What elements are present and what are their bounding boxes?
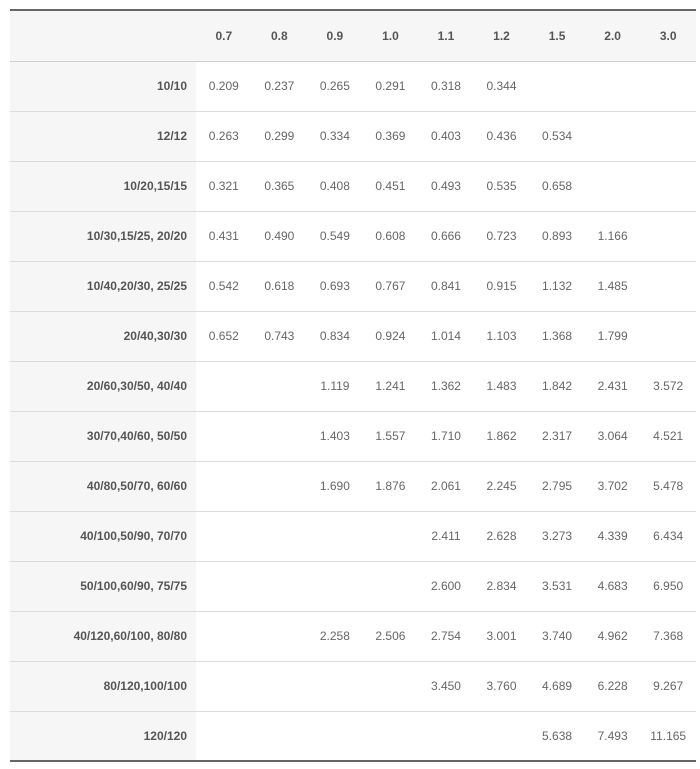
table-row [10, 161, 696, 211]
column-header: 0.9 [307, 10, 363, 61]
table-cell: 2.795 [529, 461, 585, 511]
table-row [10, 411, 696, 461]
table-cell: 5.478 [640, 461, 696, 511]
table-cell [418, 711, 474, 761]
table-cell: 0.321 [196, 161, 252, 211]
row-label: 12/12 [10, 111, 196, 161]
row-label: 50/100,60/90, 75/75 [10, 561, 196, 611]
table-row [10, 261, 696, 311]
table-cell: 4.689 [529, 661, 585, 711]
table-cell: 1.483 [474, 361, 530, 411]
table-cell: 0.265 [307, 61, 363, 111]
row-label: 10/10 [10, 61, 196, 111]
table-cell [363, 661, 419, 711]
table-cell: 1.132 [529, 261, 585, 311]
data-table-container [10, 9, 696, 762]
table-cell [307, 711, 363, 761]
table-cell: 0.693 [307, 261, 363, 311]
column-header: 0.8 [252, 10, 308, 61]
table-cell: 9.267 [640, 661, 696, 711]
table-row [10, 311, 696, 361]
table-cell: 2.258 [307, 611, 363, 661]
table-cell [307, 661, 363, 711]
table-cell [196, 711, 252, 761]
table-cell: 0.365 [252, 161, 308, 211]
table-cell [307, 511, 363, 561]
table-cell: 1.103 [474, 311, 530, 361]
table-cell [640, 211, 696, 261]
table-cell: 2.754 [418, 611, 474, 661]
table-cell: 0.608 [363, 211, 419, 261]
table-cell [196, 511, 252, 561]
table-header [10, 10, 696, 61]
table-cell: 0.915 [474, 261, 530, 311]
table-cell: 1.557 [363, 411, 419, 461]
table-cell: 2.431 [585, 361, 641, 411]
table-cell [196, 611, 252, 661]
table-cell: 6.950 [640, 561, 696, 611]
table-cell: 2.628 [474, 511, 530, 561]
table-cell: 0.209 [196, 61, 252, 111]
table-cell: 0.924 [363, 311, 419, 361]
column-header: 0.7 [196, 10, 252, 61]
row-label: 20/60,30/50, 40/40 [10, 361, 196, 411]
table-row [10, 711, 696, 761]
table-cell [252, 361, 308, 411]
table-cell: 0.893 [529, 211, 585, 261]
table-cell: 4.521 [640, 411, 696, 461]
table-cell: 7.368 [640, 611, 696, 661]
table-cell: 0.369 [363, 111, 419, 161]
table-cell: 1.876 [363, 461, 419, 511]
table-cell: 1.842 [529, 361, 585, 411]
column-header: 1.1 [418, 10, 474, 61]
table-cell [252, 511, 308, 561]
table-cell [640, 311, 696, 361]
row-label: 80/120,100/100 [10, 661, 196, 711]
table-cell: 0.408 [307, 161, 363, 211]
table-cell: 0.291 [363, 61, 419, 111]
table-cell: 0.431 [196, 211, 252, 261]
table-cell: 1.241 [363, 361, 419, 411]
table-cell [252, 661, 308, 711]
table-cell: 2.317 [529, 411, 585, 461]
table-cell: 3.273 [529, 511, 585, 561]
table-cell: 1.362 [418, 361, 474, 411]
table-cell [252, 411, 308, 461]
row-label: 30/70,40/60, 50/50 [10, 411, 196, 461]
table-row [10, 611, 696, 661]
table-cell: 3.740 [529, 611, 585, 661]
table-cell [196, 361, 252, 411]
table-row [10, 561, 696, 611]
table-cell: 3.001 [474, 611, 530, 661]
table-cell: 5.638 [529, 711, 585, 761]
table-cell: 0.534 [529, 111, 585, 161]
table-cell [640, 161, 696, 211]
table-row [10, 661, 696, 711]
table-cell [196, 661, 252, 711]
table-cell: 0.237 [252, 61, 308, 111]
table-cell: 0.334 [307, 111, 363, 161]
table-cell [252, 611, 308, 661]
table-cell [585, 161, 641, 211]
table-cell: 4.683 [585, 561, 641, 611]
table-cell: 7.493 [585, 711, 641, 761]
row-label: 10/40,20/30, 25/25 [10, 261, 196, 311]
table-cell: 4.339 [585, 511, 641, 561]
table-cell [363, 561, 419, 611]
table-cell: 0.834 [307, 311, 363, 361]
row-label: 10/30,15/25, 20/20 [10, 211, 196, 261]
table-cell: 0.403 [418, 111, 474, 161]
table-cell: 11.165 [640, 711, 696, 761]
table-cell: 3.760 [474, 661, 530, 711]
data-table [10, 9, 696, 762]
table-cell [474, 711, 530, 761]
table-cell [640, 111, 696, 161]
table-cell: 0.451 [363, 161, 419, 211]
table-cell [363, 711, 419, 761]
table-cell: 0.652 [196, 311, 252, 361]
table-cell: 0.841 [418, 261, 474, 311]
table-cell: 4.962 [585, 611, 641, 661]
table-cell: 2.245 [474, 461, 530, 511]
table-cell: 0.490 [252, 211, 308, 261]
row-label: 10/20,15/15 [10, 161, 196, 211]
table-cell [196, 461, 252, 511]
table-cell: 1.368 [529, 311, 585, 361]
table-cell: 3.450 [418, 661, 474, 711]
table-cell: 0.535 [474, 161, 530, 211]
table-row [10, 61, 696, 111]
table-cell [529, 61, 585, 111]
table-cell: 0.618 [252, 261, 308, 311]
row-label: 20/40,30/30 [10, 311, 196, 361]
table-row [10, 361, 696, 411]
table-cell: 0.723 [474, 211, 530, 261]
table-row [10, 211, 696, 261]
table-cell: 1.119 [307, 361, 363, 411]
table-cell: 0.542 [196, 261, 252, 311]
table-cell: 2.834 [474, 561, 530, 611]
table-cell: 1.710 [418, 411, 474, 461]
table-row [10, 461, 696, 511]
table-cell: 1.485 [585, 261, 641, 311]
table-cell: 6.228 [585, 661, 641, 711]
table-cell: 0.299 [252, 111, 308, 161]
table-cell: 2.600 [418, 561, 474, 611]
table-cell: 2.061 [418, 461, 474, 511]
table-cell: 0.344 [474, 61, 530, 111]
row-label: 40/120,60/100, 80/80 [10, 611, 196, 661]
table-row [10, 511, 696, 561]
table-cell: 0.767 [363, 261, 419, 311]
table-cell: 0.658 [529, 161, 585, 211]
table-body [10, 61, 696, 761]
table-cell [585, 61, 641, 111]
column-header: 1.2 [474, 10, 530, 61]
table-cell: 2.411 [418, 511, 474, 561]
table-cell: 1.799 [585, 311, 641, 361]
table-cell: 6.434 [640, 511, 696, 561]
table-cell: 0.263 [196, 111, 252, 161]
table-cell [196, 411, 252, 461]
row-label: 40/100,50/90, 70/70 [10, 511, 196, 561]
column-header: 2.0 [585, 10, 641, 61]
table-cell: 3.572 [640, 361, 696, 411]
column-header: 1.5 [529, 10, 585, 61]
column-header: 3.0 [640, 10, 696, 61]
table-cell: 3.702 [585, 461, 641, 511]
corner-header-cell [10, 10, 196, 61]
table-cell: 1.403 [307, 411, 363, 461]
table-cell: 1.690 [307, 461, 363, 511]
table-cell [585, 111, 641, 161]
table-cell [307, 561, 363, 611]
table-row [10, 111, 696, 161]
row-label: 120/120 [10, 711, 196, 761]
table-cell: 1.862 [474, 411, 530, 461]
table-cell: 2.506 [363, 611, 419, 661]
table-cell: 0.666 [418, 211, 474, 261]
table-cell [252, 561, 308, 611]
table-cell: 0.549 [307, 211, 363, 261]
table-cell [252, 461, 308, 511]
table-cell [196, 561, 252, 611]
table-cell: 0.743 [252, 311, 308, 361]
table-cell [363, 511, 419, 561]
column-header: 1.0 [363, 10, 419, 61]
table-cell: 1.166 [585, 211, 641, 261]
table-cell [252, 711, 308, 761]
table-cell: 0.493 [418, 161, 474, 211]
table-cell [640, 261, 696, 311]
table-cell: 0.318 [418, 61, 474, 111]
table-cell: 3.531 [529, 561, 585, 611]
table-cell: 3.064 [585, 411, 641, 461]
table-cell: 1.014 [418, 311, 474, 361]
table-cell: 0.436 [474, 111, 530, 161]
row-label: 40/80,50/70, 60/60 [10, 461, 196, 511]
table-cell [640, 61, 696, 111]
header-row [10, 10, 696, 61]
